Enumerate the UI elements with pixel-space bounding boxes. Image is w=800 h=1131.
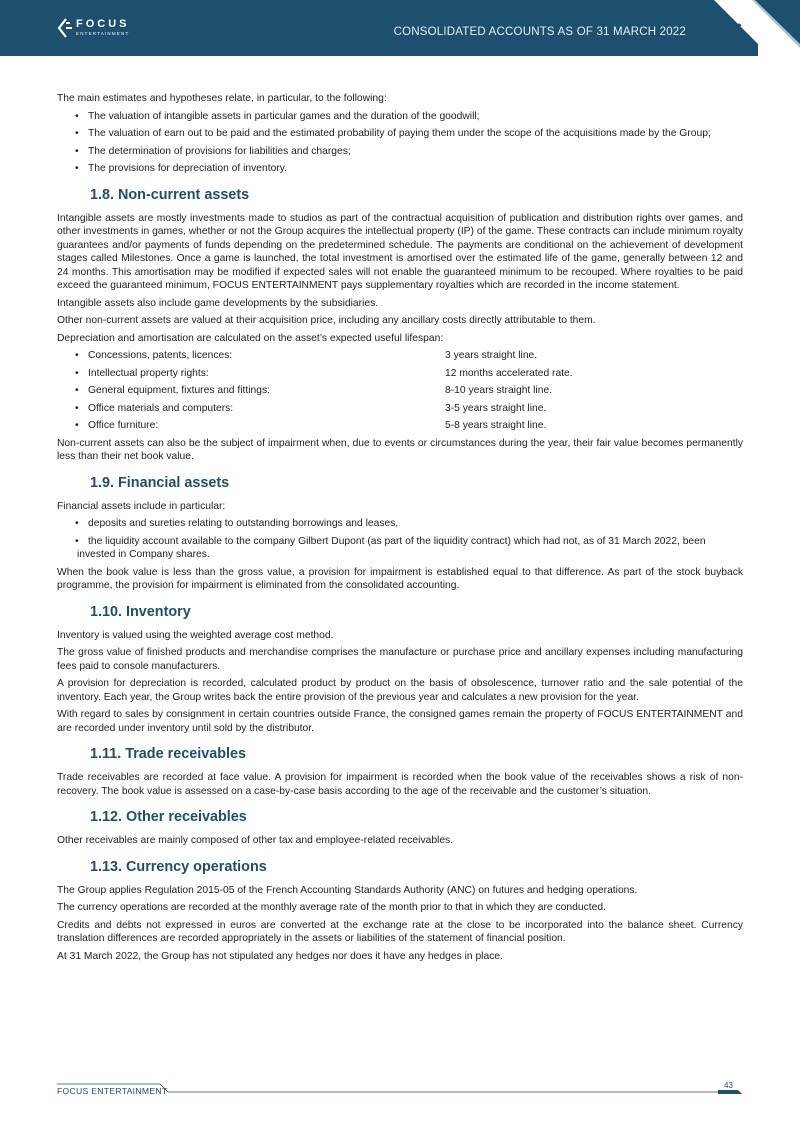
logo-subtext: ENTERTAINMENT <box>76 31 130 36</box>
paragraph: Other non-current assets are valued at their acquisition price, including any ancillary costs directly attributable to them. <box>57 315 596 326</box>
paragraph: Trade receivables are recorded at face value. A provision for impairment is recorded when the book value of the receivables shows a risk of non-recovery. The book value is assessed on a case-by-case basis according to the age of the receivable and the customer’s situation. <box>57 772 743 797</box>
list-item: • The valuation of intangible assets in particular games and the duration of the goodwill; <box>75 110 480 122</box>
intro-bullet-list <box>57 110 743 176</box>
lifespan-list <box>57 349 743 433</box>
section-heading-1-12: 1.12. Other receivables <box>90 809 247 825</box>
paragraph: A provision for depreciation is recorded, calculated product by product on the basis of obsolescence, turnover ratio and the sale potential of the inventory. Each year, the Group writes back the entire provision of the previous year and calculates a new provision for the year. <box>57 678 743 703</box>
section-heading-1-11: 1.11. Trade receivables <box>90 746 247 762</box>
page-header <box>0 0 800 56</box>
paragraph: Depreciation and amortisation are calculated on the asset’s expected useful lifespan: <box>57 332 444 344</box>
section-heading-1-9: 1.9. Financial assets <box>90 474 230 491</box>
list-item: • Concessions, patents, licences: 3 years straight line. <box>75 350 538 361</box>
document-body <box>57 92 743 967</box>
intro-paragraph: The main estimates and hypotheses relate, in particular, to the following: <box>57 93 387 104</box>
section-heading-1-13: 1.13. Currency operations <box>90 858 267 875</box>
section-heading-1-8: 1.8. Non-current assets <box>90 186 250 203</box>
list-item: • Office furniture: 5-8 years straight line. <box>75 420 547 431</box>
paragraph: The currency operations are recorded at the monthly average rate of the month prior to that in which they are conducted. <box>57 902 606 913</box>
paragraph: Intangible assets are mostly investments made to studios as part of the contractual acquisition of publication and distribution rights over games, and other investments in games, whether or not the Group acquires the intellectual property (IP) of the game. These contracts can include minimum royalty guarantees and/or payments of funds depending on the predetermined schedule. The payments are conditional on the achievement of development stages called Milestones. Once a game is launched, the total investment is amortised over the estimated life of the game, generally between 12 and 24 months. This amortisation may be modified if expected sales will not enable the guaranteed minimum to be recouped. Where royalties to be paid exceed the guaranteed minimum, FOCUS ENTERTAINMENT pays supplementary royalties which are recorded in the income statement. <box>57 212 743 291</box>
paragraph: Non-current assets can also be the subject of impairment when, due to events or circumstances during the year, their fair value becomes permanently less than their net book value. <box>57 437 743 462</box>
logo-mark-icon <box>57 17 75 39</box>
list-item: • General equipment, fixtures and fittings: 8-10 years straight line. <box>75 385 553 396</box>
page-number: 43 <box>724 1081 733 1090</box>
focus-logo <box>57 17 137 41</box>
financial-assets-list <box>57 517 743 562</box>
paragraph: Inventory is valued using the weighted average cost method. <box>57 629 334 641</box>
paragraph: Other receivables are mainly composed of other tax and employee-related receivables. <box>57 835 454 846</box>
footer-brand: FOCUS ENTERTAINMENT <box>57 1086 168 1096</box>
list-item: • The valuation of earn out to be paid and the estimated probability of paying them under the scope of the acquisitions made by the Group; <box>75 128 711 139</box>
list-item: • Intellectual property rights: 12 months accelerated rate. <box>75 367 573 379</box>
chapter-number: 6 <box>733 20 743 39</box>
list-item: • deposits and sureties relating to outstanding borrowings and leases, <box>75 518 399 529</box>
document-title: CONSOLIDATED ACCOUNTS AS OF 31 MARCH 2022 <box>393 26 686 38</box>
paragraph: The gross value of finished products and merchandise comprises the manufacture or purchase price and ancillary expenses including manufacturing fees paid to console manufacturers. <box>57 647 743 672</box>
chapter-tab <box>700 0 800 56</box>
paragraph: The Group applies Regulation 2015-05 of the French Accounting Standards Authority (ANC) on futures and hedging operations. <box>57 884 638 896</box>
list-item: • The provisions for depreciation of inventory. <box>75 163 287 174</box>
paragraph: Credits and debts not expressed in euros are converted at the exchange rate at the close to be incorporated into the balance sheet. Currency translation differences are recorded appropriately in the assets or liabilities of the statement of financial position. <box>57 919 743 944</box>
list-item: • The determination of provisions for liabilities and charges; <box>75 145 351 157</box>
paragraph: Intangible assets also include game developments by the subsidiaries. <box>57 297 379 309</box>
logo-wordmark: FOCUS <box>76 18 130 30</box>
paragraph: At 31 March 2022, the Group has not stipulated any hedges nor does it have any hedges in place. <box>57 950 503 962</box>
paragraph: Financial assets include in particular: <box>57 500 226 512</box>
section-heading-1-10: 1.10. Inventory <box>90 603 191 620</box>
paragraph: When the book value is less than the gross value, a provision for impairment is established equal to that difference. As part of the stock buyback programme, the provision for impairment is eliminated from the consolidated accounting. <box>57 566 743 591</box>
list-item: • Office materials and computers: 3-5 years straight line. <box>75 402 547 414</box>
list-item: • the liquidity account available to the company Gilbert Dupont (as part of the liquidity contract) which had not, as of 31 March 2022, been invested in Company shares. <box>75 535 706 560</box>
paragraph: With regard to sales by consignment in certain countries outside France, the consigned games remain the property of FOCUS ENTERTAINMENT and are recorded under inventory until sold by the distributor. <box>57 709 743 734</box>
